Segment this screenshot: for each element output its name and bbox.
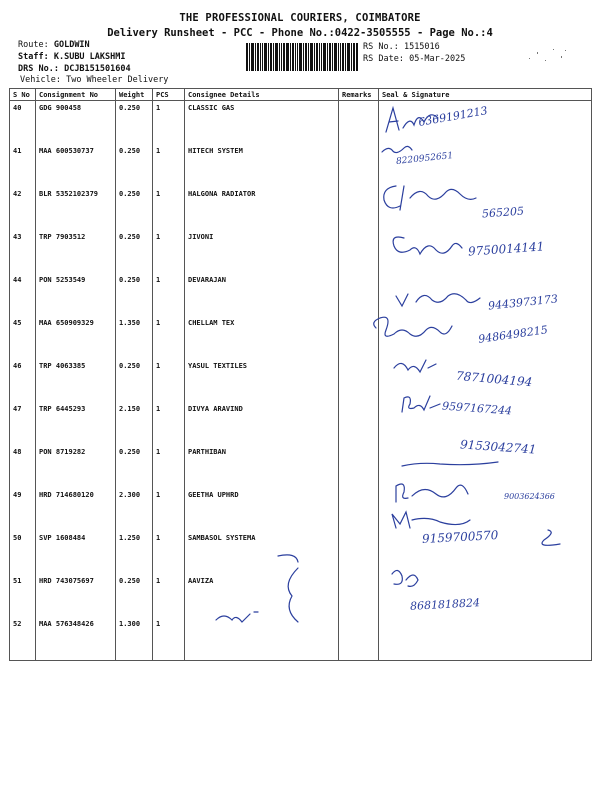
staff-line [18,52,126,62]
col-consignment: Consignment No [36,89,116,101]
vehicle-value: Two Wheeler Delivery [66,75,169,85]
cell-pcs: 1 [153,187,185,230]
signature-phone-40: 6369191213 [417,104,489,129]
cell-consignee: CLASSIC GAS [185,101,339,145]
cell-weight: 1.250 [116,531,153,574]
cell-sno: 40 [10,101,36,145]
signature-phone-48: 9153042741 [459,437,537,457]
cell-consignment: PON 5253549 [36,273,116,316]
cell-consignee [185,617,339,661]
cell-weight: 0.250 [116,144,153,187]
cell-pcs: 1 [153,144,185,187]
signature-phone-47b: 9597167244 [441,399,513,418]
drs-line [18,64,131,74]
cell-pcs: 1 [153,316,185,359]
cell-sno: 47 [10,402,36,445]
scan-speckle [527,46,567,66]
drs-label: DRS No.: [18,64,59,74]
cell-sno: 52 [10,617,36,661]
cell-consignment: GDG 900458 [36,101,116,145]
col-sno: S No [10,89,36,101]
cell-pcs: 1 [153,230,185,273]
cell-sno: 46 [10,359,36,402]
cell-sno: 51 [10,574,36,617]
col-weight: Weight [116,89,153,101]
cell-weight: 1.300 [116,617,153,661]
rs-date-line [363,54,465,64]
cell-pcs: 1 [153,273,185,316]
cell-sno: 42 [10,187,36,230]
vehicle-label: Vehicle: [20,75,61,85]
signature-phone-45b: 9486498215 [477,323,549,346]
signature-phone-43: 9750014141 [467,239,545,259]
cell-pcs: 1 [153,531,185,574]
route-line [18,40,90,50]
cell-pcs: 1 [153,402,185,445]
cell-consignment: TRP 7903512 [36,230,116,273]
cell-consignment: MAA 576348426 [36,617,116,661]
vehicle-line [20,75,168,85]
rs-no-line [363,42,440,52]
signature-phone-50: 9159700570 [421,528,499,546]
route-label: Route: [18,40,49,50]
signature-phone-42: 565205 [481,204,525,221]
signature-phone-45a: 9443973173 [487,292,559,313]
cell-consignment: MAA 600530737 [36,144,116,187]
cell-sno: 49 [10,488,36,531]
signature-phone-49: 9003624366 [504,492,555,501]
cell-pcs: 1 [153,359,185,402]
rs-date-value: 05-Mar-2025 [409,54,466,64]
cell-pcs: 1 [153,617,185,661]
rs-no-value: 1515016 [403,42,440,52]
staff-value: K.SUBU LAKSHMI [53,52,126,62]
cell-consignee: YASUL TEXTILES [185,359,339,402]
cell-weight: 0.250 [116,359,153,402]
cell-sno: 44 [10,273,36,316]
cell-consignee: JIVONI [185,230,339,273]
cell-sno: 41 [10,144,36,187]
cell-consignee: HITECH SYSTEM [185,144,339,187]
col-remarks: Remarks [339,89,379,101]
cell-weight: 1.350 [116,316,153,359]
cell-weight: 0.250 [116,445,153,488]
route-value: GOLDWIN [53,40,90,50]
signature-phone-41: 8220952651 [395,151,454,167]
cell-consignee: CHELLAM TEX [185,316,339,359]
cell-consignee: DIVYA ARAVIND [185,402,339,445]
cell-consignment: HRD 714680120 [36,488,116,531]
rs-date-label: RS Date: [363,54,404,64]
cell-consignee: AAVIZA [185,574,339,617]
cell-consignment: BLR 5352102379 [36,187,116,230]
cell-weight: 0.250 [116,187,153,230]
cell-weight: 2.300 [116,488,153,531]
cell-weight: 0.250 [116,230,153,273]
cell-consignment: MAA 650909329 [36,316,116,359]
cell-sno: 50 [10,531,36,574]
cell-consignment: PON 8719282 [36,445,116,488]
cell-consignment: TRP 6445293 [36,402,116,445]
cell-consignment: SVP 1608484 [36,531,116,574]
staff-label: Staff: [18,52,49,62]
drs-value: DCJB151501604 [64,64,131,74]
runsheet-subtitle: Delivery Runsheet - PCC - Phone No.:0422-3505555 - Page No.:4 [107,27,493,39]
col-signature: Seal & Signature [379,89,592,101]
signature-area [370,94,595,634]
cell-weight: 2.150 [116,402,153,445]
cell-sno: 48 [10,445,36,488]
cell-sno: 43 [10,230,36,273]
cell-consignee: PARTHIBAN [185,445,339,488]
cell-sno: 45 [10,316,36,359]
company-title: THE PROFESSIONAL COURIERS, COIMBATORE [179,12,421,24]
cell-consignment: TRP 4063385 [36,359,116,402]
cell-weight: 0.250 [116,574,153,617]
cell-consignee: GEETHA UPHRD [185,488,339,531]
cell-weight: 0.250 [116,101,153,145]
cell-consignee: SAMBASOL SYSTEMA [185,531,339,574]
signature-phone-47a: 7871004194 [455,368,533,390]
cell-pcs: 1 [153,488,185,531]
cell-pcs: 1 [153,101,185,145]
col-pcs: PCS [153,89,185,101]
cell-consignee: DEVARAJAN [185,273,339,316]
signature-phone-52: 8681818824 [409,596,481,613]
cell-pcs: 1 [153,445,185,488]
cell-pcs: 1 [153,574,185,617]
cell-consignee: HALGONA RADIATOR [185,187,339,230]
cell-consignment: HRD 743075697 [36,574,116,617]
rs-no-label: RS No.: [363,42,399,52]
cell-weight: 0.250 [116,273,153,316]
col-consignee: Consignee Details [185,89,339,101]
barcode [246,43,358,71]
